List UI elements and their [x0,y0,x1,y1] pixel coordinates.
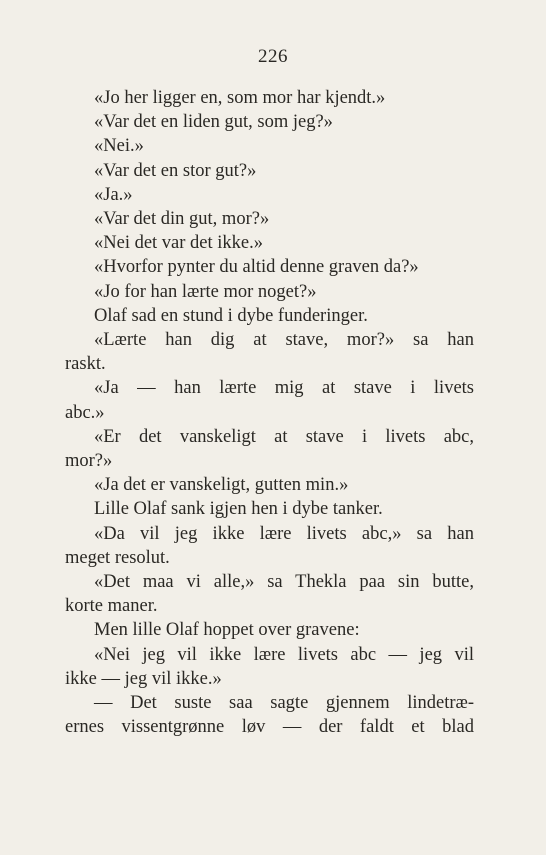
text-line: mor?» [65,451,113,472]
page-number: 226 [258,46,288,67]
text-line: ikke — jeg vil ikke.» [65,668,222,689]
text-line: Lille Olaf sank igjen hen i dybe tanker. [94,499,383,520]
text-line: «Nei det var det ikke.» [94,233,264,254]
body-text [65,86,474,739]
text-line: «Var det din gut, mor?» [94,209,270,230]
text-line: Olaf sad en stund i dybe funderinger. [94,305,368,326]
text-line: ernes vissentgrønne løv — der faldt et blad [65,717,474,738]
text-line: «Jo for han lærte mor noget?» [94,281,317,302]
text-line: «Det maa vi alle,» sa Thekla paa sin butte, [94,572,474,593]
text-line: «Ja.» [94,184,133,205]
text-line: «Var det en stor gut?» [94,160,257,181]
text-line: «Er det vanskeligt at stave i livets abc, [94,426,474,447]
text-line: «Ja det er vanskeligt, gutten min.» [94,475,349,496]
text-line: «Var det en liden gut, som jeg?» [94,112,333,133]
text-line: abc.» [65,402,105,423]
text-line: «Nei.» [94,136,144,157]
text-line: «Ja — han lærte mig at stave i livets [94,378,474,399]
text-line: «Lærte han dig at stave, mor?» sa han [94,330,474,351]
text-line: «Nei jeg vil ikke lære livets abc — jeg vil [94,644,474,665]
text-line: — Det suste saa sagte gjennem lindetræ- [94,693,474,714]
text-line: «Da vil jeg ikke lære livets abc,» sa han [94,523,474,544]
text-line: meget resolut. [65,547,170,568]
text-line: «Jo her ligger en, som mor har kjendt.» [94,88,386,108]
text-line: Men lille Olaf hoppet over gravene: [94,620,360,641]
text-line: raskt. [65,354,106,375]
text-line: «Hvorfor pynter du altid denne graven da?» [94,257,419,278]
text-line: korte maner. [65,596,158,617]
